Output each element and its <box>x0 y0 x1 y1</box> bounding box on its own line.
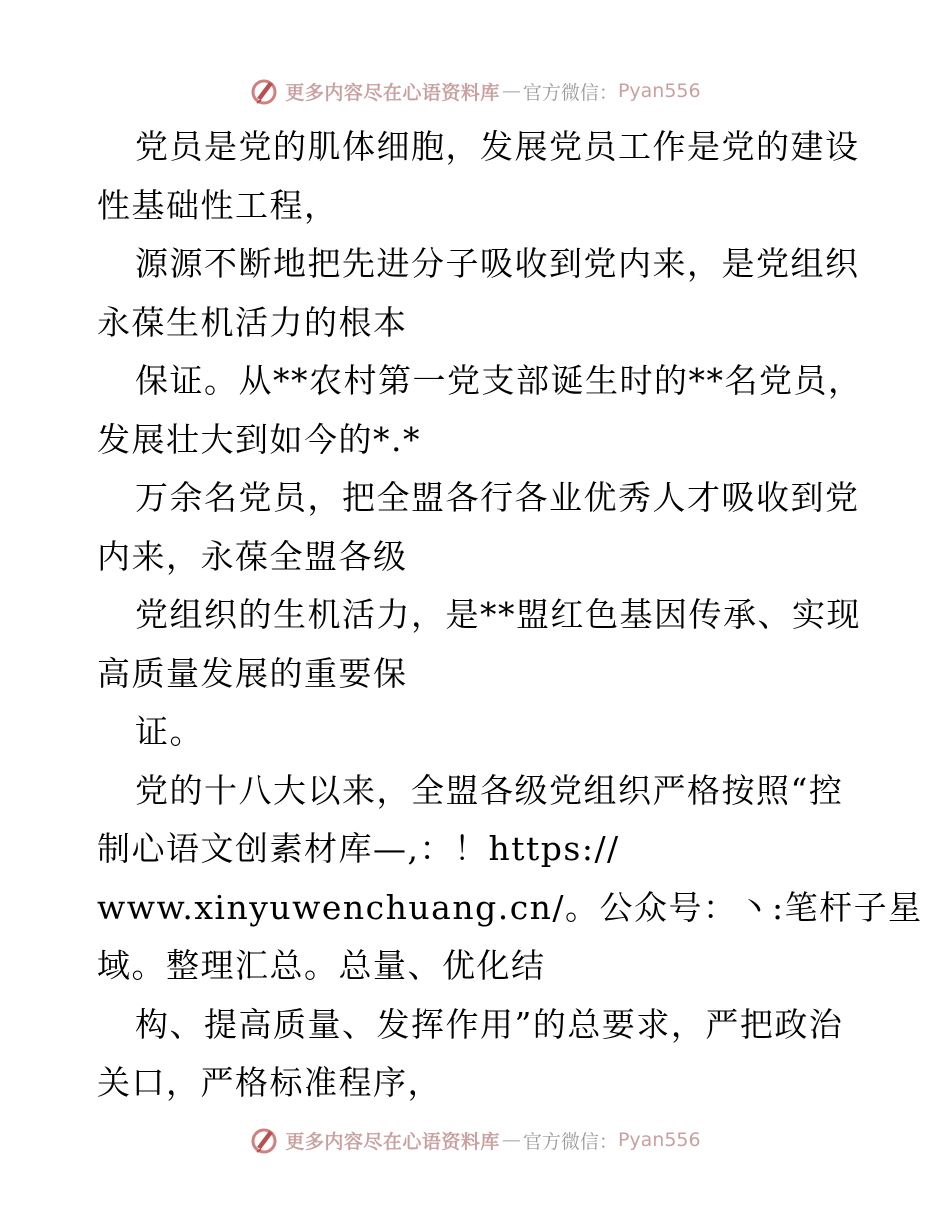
text-line: 高质量发展的重要保 <box>97 653 408 693</box>
quill-seal-icon <box>249 1125 279 1155</box>
text-line: 关口，严格标准程序， <box>97 1063 442 1102</box>
text-line: 永葆生机活力的根本 <box>97 302 408 342</box>
banner-title: 更多内容尽在心语资料库 <box>285 1130 500 1153</box>
text-line: 党员是党的肌体细胞，发展党员工作是党的建设 <box>135 127 860 166</box>
text-line: 保证。从**农村第一党支部诞生时的**名党员， <box>135 361 863 400</box>
footer-banner <box>0 1123 950 1157</box>
text-line: www.xinyuwenchuang.cn/。公众号：丶:笔杆子星 <box>97 887 923 927</box>
text-line: 制心语文创素材库—,：！https:// <box>97 829 620 868</box>
banner-wechat-id: Pyan556 <box>617 80 701 102</box>
banner-wechat-label: 官方微信： <box>522 1130 618 1153</box>
quill-seal-icon <box>249 76 279 106</box>
banner-dash: — <box>501 80 521 102</box>
document-body <box>97 118 923 1113</box>
banner-wechat-id: Pyan556 <box>617 1129 701 1151</box>
text-line: 内来，永葆全盟各级 <box>97 536 408 576</box>
text-line: 域。整理汇总。总量、优化结 <box>97 946 546 985</box>
text-line: 构、提高质量、发挥作用”的总要求，严把政治 <box>135 1004 844 1044</box>
text-line: 党组织的生机活力，是**盟红色基因传承、实现 <box>135 595 861 634</box>
text-line: 党的十八大以来，全盟各级党组织严格按照“控 <box>135 770 844 810</box>
banner-title: 更多内容尽在心语资料库 <box>285 81 500 104</box>
header-banner <box>0 74 950 108</box>
text-line: 万余名党员，把全盟各行各业优秀人才吸收到党 <box>135 478 860 517</box>
banner-wechat-label: 官方微信： <box>522 81 618 104</box>
banner-dash: — <box>501 1129 521 1151</box>
text-line: 证。 <box>135 712 204 751</box>
text-line: 发展壮大到如今的*.* <box>97 419 421 459</box>
text-line: 源源不断地把先进分子吸收到党内来，是党组织 <box>135 244 860 283</box>
text-line: 性基础性工程， <box>97 185 339 225</box>
